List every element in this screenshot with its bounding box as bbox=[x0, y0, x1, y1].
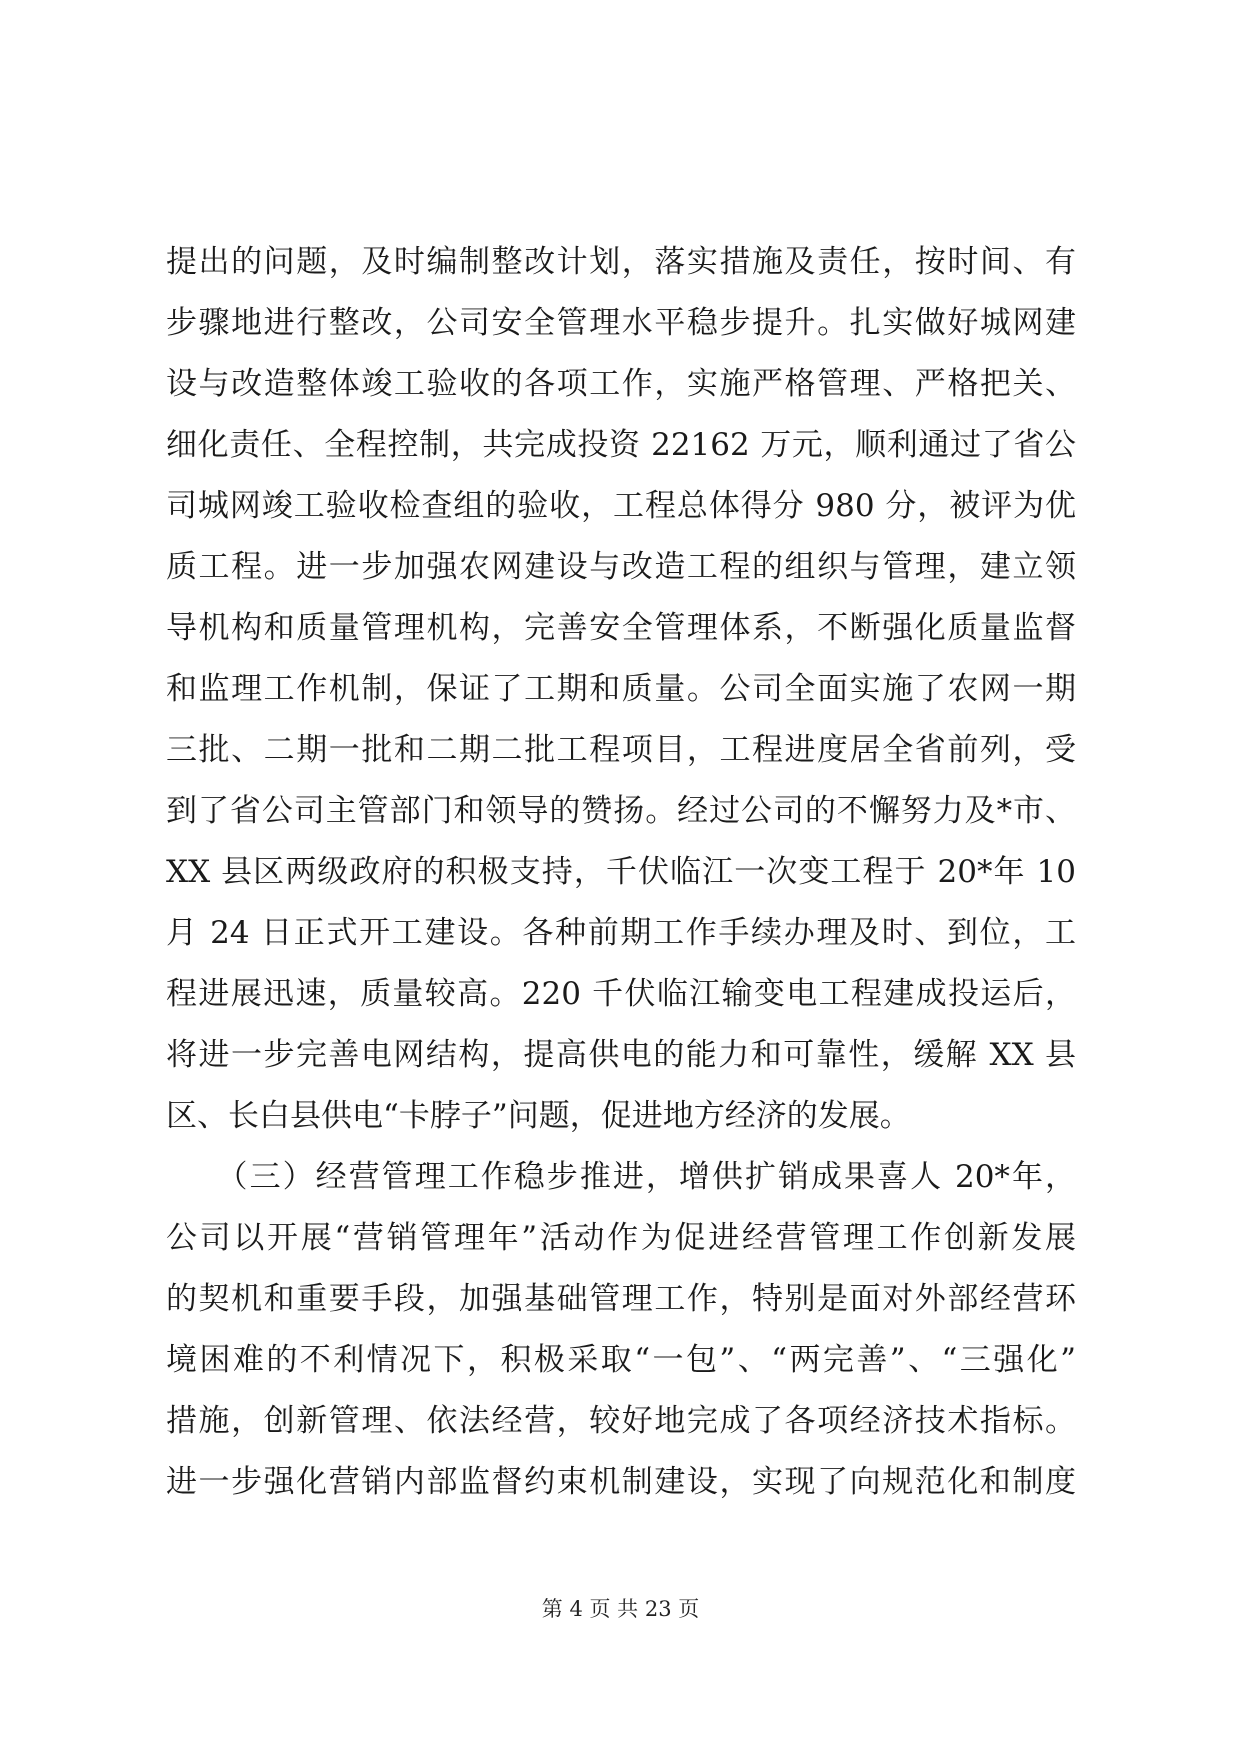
text-line: 程进展迅速，质量较高。220 千伏临江输变电工程建成投运后， bbox=[166, 976, 1076, 1012]
text-line: 公司以开展“营销管理年”活动作为促进经营管理工作创新发展 bbox=[166, 1220, 1076, 1256]
text-line: 导机构和质量管理机构，完善安全管理体系，不断强化质量监督 bbox=[166, 610, 1076, 646]
text-line: （三）经营管理工作稳步推进，增供扩销成果喜人 20*年， bbox=[166, 1159, 1076, 1195]
text-line: 司城网竣工验收检查组的验收，工程总体得分 980 分，被评为优 bbox=[166, 488, 1076, 524]
text-line: 的契机和重要手段，加强基础管理工作，特别是面对外部经营环 bbox=[166, 1281, 1076, 1317]
text-line: 步骤地进行整改，公司安全管理水平稳步提升。扎实做好城网建 bbox=[166, 305, 1076, 341]
text-line: 细化责任、全程控制，共完成投资 22162 万元，顺利通过了省公 bbox=[166, 427, 1076, 463]
text-line: 将进一步完善电网结构，提高供电的能力和可靠性，缓解 XX 县 bbox=[166, 1037, 1076, 1073]
body-text bbox=[166, 232, 1076, 1513]
text-line: 和监理工作机制，保证了工期和质量。公司全面实施了农网一期 bbox=[166, 671, 1076, 707]
page-number-label: 第 4 页 共 23 页 bbox=[541, 1597, 700, 1621]
text-line: 境困难的不利情况下，积极采取“一包”、“两完善”、“三强化” bbox=[166, 1342, 1076, 1378]
text-line: XX 县区两级政府的积极支持，千伏临江一次变工程于 20*年 10 bbox=[166, 854, 1076, 890]
text-line: 三批、二期一批和二期二批工程项目，工程进度居全省前列，受 bbox=[166, 732, 1076, 768]
text-line: 质工程。进一步加强农网建设与改造工程的组织与管理，建立领 bbox=[166, 549, 1076, 585]
page-footer bbox=[0, 1594, 1241, 1624]
text-line: 到了省公司主管部门和领导的赞扬。经过公司的不懈努力及*市、 bbox=[166, 793, 1076, 829]
text-line: 提出的问题，及时编制整改计划，落实措施及责任，按时间、有 bbox=[166, 244, 1076, 280]
text-line: 措施，创新管理、依法经营，较好地完成了各项经济技术指标。 bbox=[166, 1403, 1076, 1439]
text-line: 区、长白县供电“卡脖子”问题，促进地方经济的发展。 bbox=[166, 1098, 911, 1134]
text-line: 设与改造整体竣工验收的各项工作，实施严格管理、严格把关、 bbox=[166, 366, 1076, 402]
text-line: 进一步强化营销内部监督约束机制建设，实现了向规范化和制度 bbox=[166, 1464, 1076, 1500]
text-line: 月 24 日正式开工建设。各种前期工作手续办理及时、到位，工 bbox=[166, 915, 1076, 951]
